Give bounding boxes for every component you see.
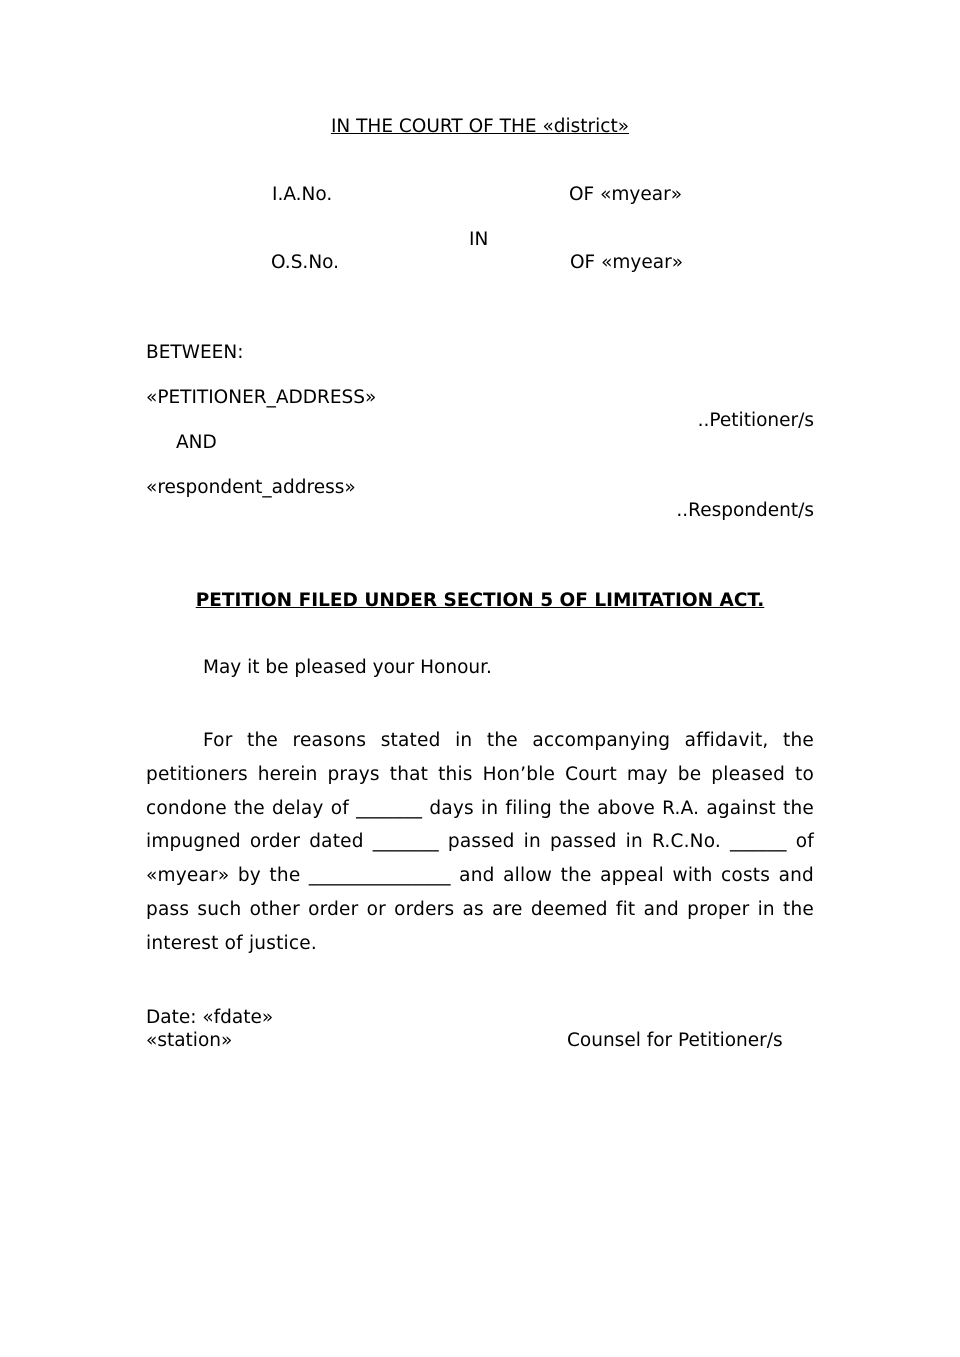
between-label: BETWEEN:	[146, 342, 244, 363]
counsel-signature: Counsel for Petitioner/s	[567, 1030, 783, 1051]
petition-body: For the reasons stated in the accompanying affidavit, the petitioners herein prays that this Hon’ble Court may be pleased to condone the delay of _______ days in filing the above R.A. against the impugned order dated _______ passed in passed in R.C.No. ______ of «myear» by the _______________ and allow the appeal with costs and pass such other order or orders as are deemed fit and proper in the interest of justice.	[146, 730, 814, 954]
in-label: IN	[469, 229, 489, 250]
petition-title: PETITION FILED UNDER SECTION 5 OF LIMITATION ACT.	[195, 590, 765, 611]
respondent-address: «respondent_address»	[146, 477, 356, 498]
date-line: Date: «fdate»	[146, 1007, 274, 1028]
petitioner-address: «PETITIONER_ADDRESS»	[146, 387, 377, 408]
station: «station»	[146, 1030, 233, 1051]
ia-number-label: I.A.No.	[272, 184, 333, 205]
petitioner-role: ..Petitioner/s	[697, 410, 814, 431]
ia-year: OF «myear»	[569, 184, 683, 205]
salutation: May it be pleased your Honour.	[203, 657, 492, 678]
os-number-label: O.S.No.	[271, 252, 340, 273]
respondent-role: ..Respondent/s	[676, 500, 814, 521]
and-label: AND	[176, 432, 217, 453]
os-year: OF «myear»	[570, 252, 684, 273]
court-heading: IN THE COURT OF THE «district»	[330, 116, 630, 137]
